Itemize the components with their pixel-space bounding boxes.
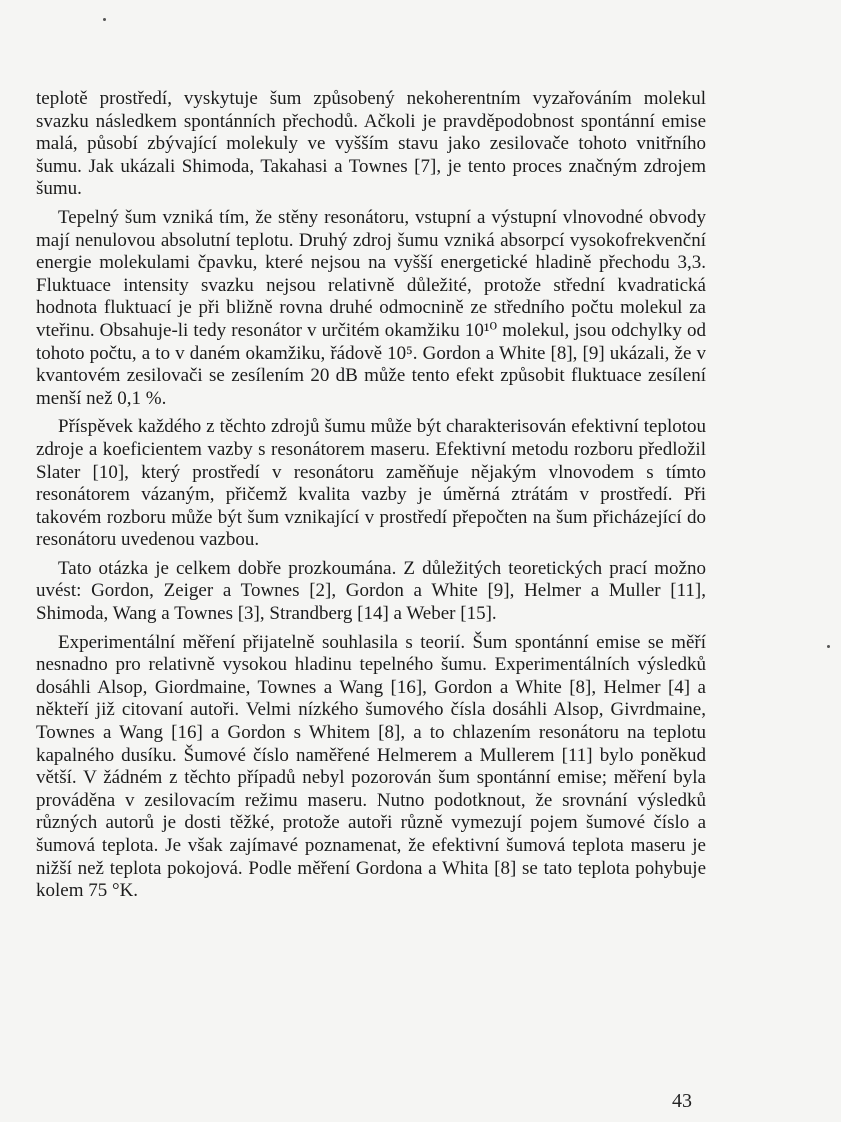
paragraph-1: teplotě prostředí, vyskytuje šum způsobený nekoherentním vyzařováním molekul svazku následkem spontánních přechodů. Ačkoli je pravděpodobnost spontánní emise malá, působí zbývající molekuly ve vyšším stavu jako zesilovače tohoto vnitřního šumu. Jak ukázali Shimoda, Takahasi a Townes [7], je tento proces značným zdrojem šumu. [36,88,706,200]
scan-speck [827,645,830,648]
scan-speck [103,18,106,21]
paragraph-4: Tato otázka je celkem dobře prozkoumána. Z důležitých teoretických prací možno uvést: Gordon, Zeiger a Townes [2], Gordon a White [9], Helmer a Muller [11], Shimoda, Wang a Townes [3], Strandberg [14] a Weber [15]. [36,557,706,625]
body-text [36,88,706,909]
page-number: 43 [672,1090,692,1112]
paragraph-3: Příspěvek každého z těchto zdrojů šumu může být charakterisován efektivní teplotou zdroje a koeficientem vazby s resonátorem maseru. Efektivní metodu rozboru předložil Slater [10], který prostředí v resonátoru zaměňuje nějakým vlnovodem s tímto resonátorem vázaným, přičemž kvalita vazby je úměrná ztrátám v prostředí. Při takovém rozboru může být šum vznikající v prostředí přepočten na šum přicházející do resonátoru uvedenou vazbou. [36,416,706,551]
paragraph-5: Experimentální měření přijatelně souhlasila s teorií. Šum spontánní emise se měří nesnadno pro relativně vysokou hladinu tepelného šumu. Experimentálních výsledků dosáhli Alsop, Giordmaine, Townes a Wang [16], Gordon a White [8], Helmer [4] a někteří již citovaní autoři. Velmi nízkého šumového čísla dosáhli Alsop, Givrdmaine, Townes a Wang [16] a Gordon s Whitem [8], a to chlazením resonátoru na teplotu kapalného dusíku. Šumové číslo naměřené Helmerem a Mullerem [11] bylo poněkud větší. V žádném z těchto případů nebyl pozorován šum spontánní emise; měření byla prováděna v zesilovacím režimu maseru. Nutno podotknout, že srovnání výsledků různých autorů je dosti těžké, protože autoři různě vymezují pojem šumové číslo a šumová teplota. Je však zajímavé poznamenat, že efektivní šumová teplota maseru je nižší než teplota pokojová. Podle měření Gordona a Whita [8] se tato teplota pohybuje kolem 75 °K. [36,631,706,902]
paragraph-2: Tepelný šum vzniká tím, že stěny resonátoru, vstupní a výstupní vlnovodné obvody mají nenulovou absolutní teplotu. Druhý zdroj šumu vzniká absorpcí vysokofrekvenční energie molekulami čpavku, které nejsou na vyšší energetické hladině přechodu 3,3. Fluktuace intensity svazku nejsou relativně důležité, protože střední kvadratická hodnota fluktuací je při bližně rovna druhé odmocnině ze středního počtu molekul za vteřinu. Obsahuje-li tedy resonátor v určitém okamžiku 10¹⁰ molekul, jsou odchylky od tohoto počtu, a to v daném okamžiku, řádově 10⁵. Gordon a White [8], [9] ukázali, že v kvantovém zesilovači se zesílením 20 dB může tento efekt způsobit fluktuace zesílení menší než 0,1 %. [36,206,706,409]
